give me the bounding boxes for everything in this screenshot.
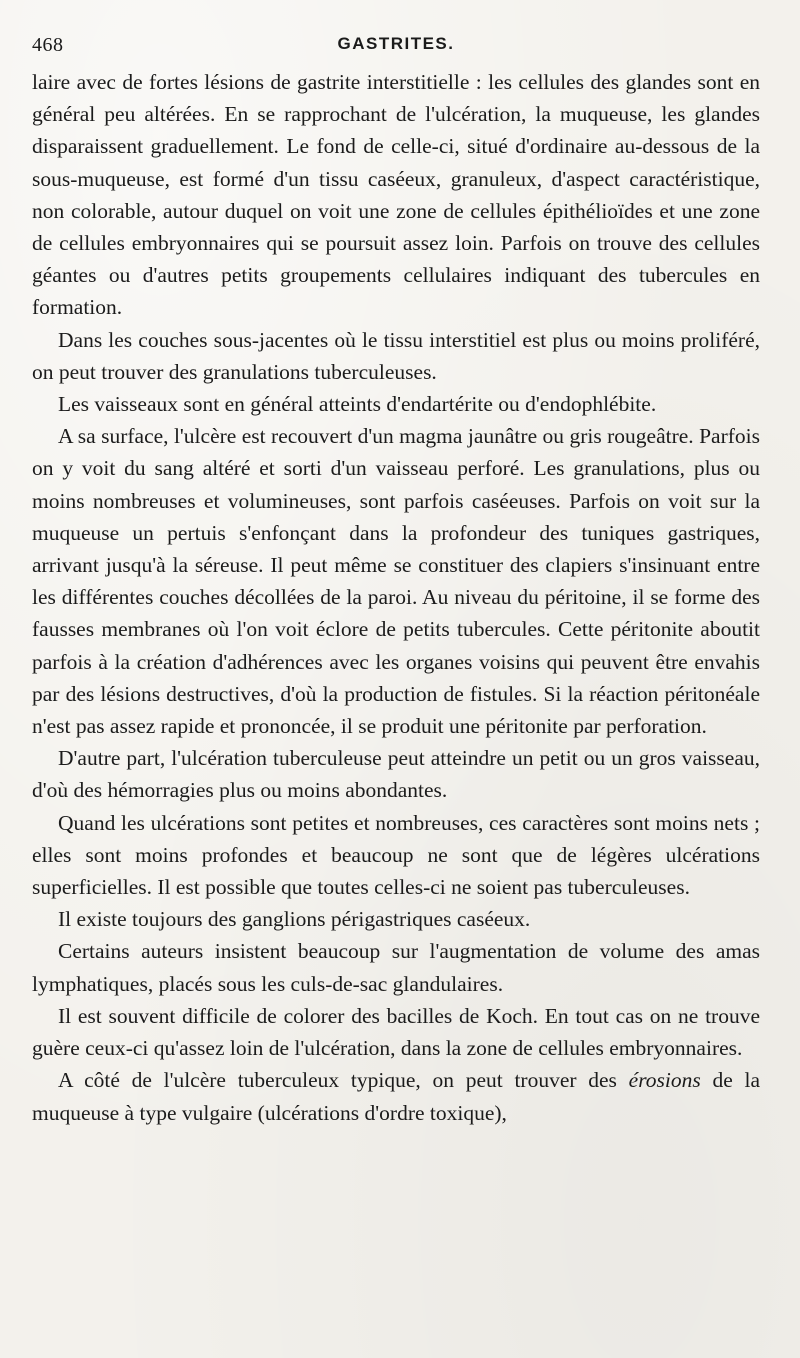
paragraph-3: Les vaisseaux sont en général atteints d'endartérite ou d'endophlébite. bbox=[58, 392, 657, 417]
paragraph-5: D'autre part, l'ulcération tuberculeuse peut atteindre un petit ou un gros vaisseau, d'où des hémorragies plus ou moins abondantes. bbox=[32, 746, 760, 803]
paragraph-9: Il est souvent difficile de colorer des bacilles de Koch. En tout cas on ne trouve guère ceux-ci qu'assez loin de l'ulcération, dans la zone de cellules embryonnaires. bbox=[32, 1003, 760, 1061]
paragraph-1: laire avec de fortes lésions de gastrite interstitielle : les cellules des glandes sont en général peu altérées. En se rapprochant de l'ulcération, la muqueuse, les glandes disparaissent graduellement. Le fond de celle-ci, situé d'ordinaire au-dessous de la sous-muqueuse, est formé d'un tissu caséeux, granuleux, d'aspect caractéristique, non colorable, autour duquel on voit une zone de cellules épithélioïdes et une zone de cellules embryonnaires qui se poursuit assez loin. Parfois on trouve des cellules géantes ou d'autres petits groupements cellulaires indiquant des tubercules en formation. bbox=[32, 70, 760, 320]
paragraph-6: Quand les ulcérations sont petites et nombreuses, ces caractères sont moins nets ; elles sont moins profondes et beaucoup ne sont que de légères ulcérations superficielles. Il est possible que toutes celles-ci ne soient pas tuberculeuses. bbox=[32, 810, 760, 900]
paragraph-8: Certains auteurs insistent beaucoup sur l'augmentation de volume des amas lymphatiques, placés sous les culs-de-sac glandulaires. bbox=[32, 939, 760, 996]
paragraph-2: Dans les couches sous-jacentes où le tissu interstitiel est plus ou moins proliféré, on peut trouver des granulations tuberculeuses. bbox=[32, 327, 760, 384]
running-title: GASTRITES. bbox=[337, 34, 455, 53]
page-number: 468 bbox=[32, 34, 64, 56]
italic-term-erosions: érosions bbox=[628, 1068, 701, 1093]
paragraph-10 bbox=[32, 1064, 760, 1128]
paragraph-7: Il existe toujours des ganglions périgastriques caséeux. bbox=[58, 907, 531, 932]
paragraph-10-end: de la muqueuse à type vulgaire (ulcérations d'ordre toxique), bbox=[32, 1068, 760, 1125]
running-head bbox=[32, 30, 760, 60]
paragraph-4: A sa surface, l'ulcère est recouvert d'un magma jaunâtre ou gris rougeâtre. Parfois on y voit du sang altéré et sorti d'un vaisseau perforé. Les granulations, plus ou moins nombreuses et volumineuses, sont parfois caséeuses. Parfois on voit sur la muqueuse un pertuis s'enfonçant dans la profondeur des tuniques gastriques, arrivant jusqu'à la séreuse. Il peut même se constituer des clapiers s'insinuant entre les différentes couches décollées de la paroi. Au niveau du péritoine, il se forme des fausses membranes où l'on voit éclore de petits tubercules. Cette péritonite aboutit parfois à la création d'adhérences avec les organes voisins qui peuvent être envahis par des lésions destructives, d'où la production de fistules. Si la réaction péritonéale n'est pas assez rapide et prononcée, il se produit une péritonite par perforation. bbox=[32, 424, 760, 739]
body-text bbox=[32, 66, 760, 1129]
paragraph-10-start: A côté de l'ulcère tuberculeux typique, on peut trouver des bbox=[58, 1068, 629, 1093]
